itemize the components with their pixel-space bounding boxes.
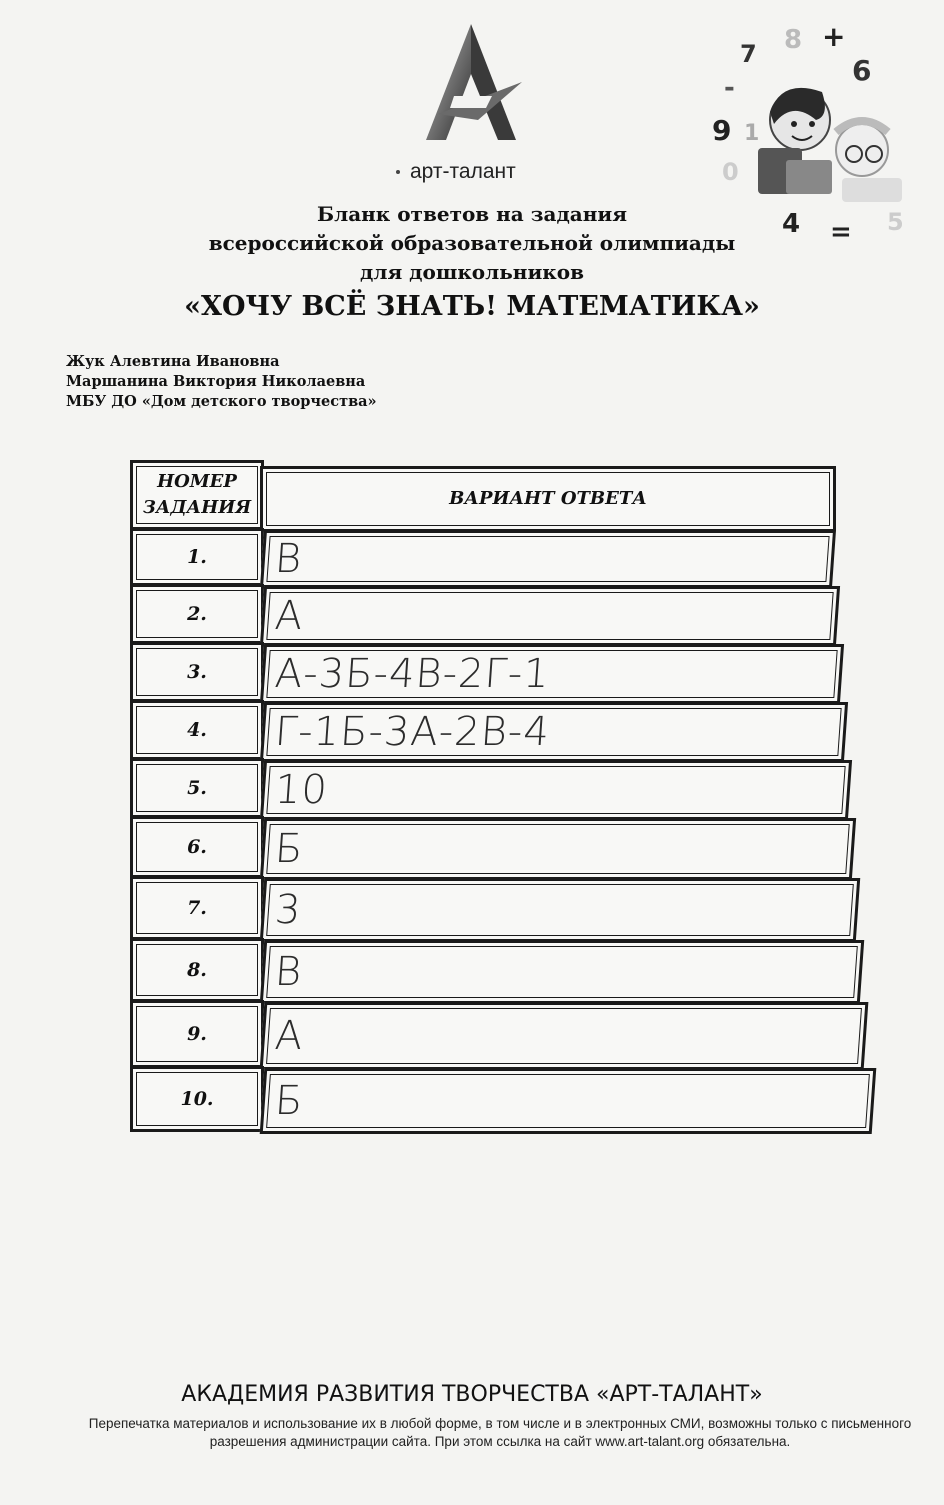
handwritten-answer: А <box>273 1013 305 1059</box>
task-number: 3. <box>187 661 207 683</box>
decor-digit: - <box>724 73 735 103</box>
answer-cell[interactable] <box>260 1002 869 1070</box>
footer-note: Перепечатка материалов и использование их в любой форме, в том числе и в электронных СМИ, возможны только с письменного разрешения администрации сайта. При этом ссылка на сайт www.art-talant.org обязательна. <box>88 1416 912 1449</box>
answer-cell[interactable] <box>260 702 848 762</box>
task-number-cell <box>130 700 264 760</box>
task-number: 6. <box>187 836 207 858</box>
answer-cell[interactable] <box>260 940 864 1004</box>
author-1: Жук Алевтина Ивановна <box>66 353 280 370</box>
task-number-cell <box>130 642 264 702</box>
task-number: 2. <box>187 603 207 625</box>
task-number-cell <box>130 584 264 644</box>
organization: МБУ ДО «Дом детского творчества» <box>66 393 377 410</box>
task-number: 7. <box>187 897 207 919</box>
decor-digit: 7 <box>740 40 757 68</box>
olympiad-name: «ХОЧУ ВСЁ ЗНАТЬ! МАТЕМАТИКА» <box>184 291 760 322</box>
answer-cell[interactable] <box>260 586 840 646</box>
handwritten-answer: В <box>273 949 304 995</box>
decor-digit: 5 <box>887 208 904 236</box>
sheet-title <box>0 200 944 322</box>
brand-label: арт-талант <box>410 160 516 183</box>
task-number: 1. <box>187 546 207 568</box>
task-number: 5. <box>187 777 207 799</box>
handwritten-answer: А <box>273 593 305 639</box>
handwritten-answer: Г-1Б-3А-2В-4 <box>273 709 552 755</box>
answer-cell[interactable] <box>260 878 860 942</box>
brand-name <box>396 160 556 184</box>
bullet-icon <box>396 170 400 174</box>
task-number-cell <box>130 528 264 586</box>
handwritten-answer: В <box>273 536 304 582</box>
title-line-3: для дошкольников <box>360 260 584 284</box>
decor-digit: 6 <box>852 54 872 87</box>
footer-title: АКАДЕМИЯ РАЗВИТИЯ ТВОРЧЕСТВА «АРТ-ТАЛАНТ» <box>181 1382 763 1407</box>
answer-cell[interactable] <box>260 1068 877 1134</box>
header-answer-cell <box>260 466 836 532</box>
author-2: Маршанина Виктория Николаевна <box>66 373 366 390</box>
answer-cell[interactable] <box>260 530 836 588</box>
answer-cell[interactable] <box>260 760 852 820</box>
decor-digit: 1 <box>744 121 760 146</box>
decor-digit: 4 <box>782 209 801 239</box>
task-number-cell <box>130 1066 264 1132</box>
answer-table <box>130 460 888 1138</box>
handwritten-answer: Б <box>273 1078 306 1124</box>
decor-digit: 0 <box>722 158 739 186</box>
task-number-cell <box>130 816 264 878</box>
task-number: 10. <box>180 1088 214 1110</box>
authors-block <box>66 352 377 412</box>
task-number-cell <box>130 1000 264 1068</box>
handwritten-answer: Б <box>273 826 306 872</box>
decor-digit: = <box>830 217 852 245</box>
title-line-2: всероссийской образовательной олимпиады <box>208 231 736 255</box>
decor-digit: + <box>822 20 846 53</box>
decor-digit: 9 <box>712 114 732 147</box>
task-number: 4. <box>187 719 207 741</box>
title-line-1: Бланк ответов на задания <box>317 202 627 226</box>
header-answer-label: ВАРИАНТ ОТВЕТА <box>449 488 647 509</box>
task-number-cell <box>130 938 264 1002</box>
task-number-cell <box>130 758 264 818</box>
answer-cell[interactable] <box>260 644 844 704</box>
handwritten-answer: А-3Б-4В-2Г-1 <box>273 651 552 697</box>
task-number: 8. <box>187 959 207 981</box>
handwritten-answer: 3 <box>273 887 304 933</box>
decor-digit: 8 <box>784 25 803 55</box>
art-talant-logo-icon <box>418 22 524 162</box>
header-number-label: НОМЕР ЗАДАНИЯ <box>142 471 252 518</box>
header-number-cell <box>130 460 264 530</box>
task-number-cell <box>130 876 264 940</box>
task-number: 9. <box>187 1023 207 1045</box>
answer-cell[interactable] <box>260 818 856 880</box>
handwritten-answer: 10 <box>273 767 330 813</box>
